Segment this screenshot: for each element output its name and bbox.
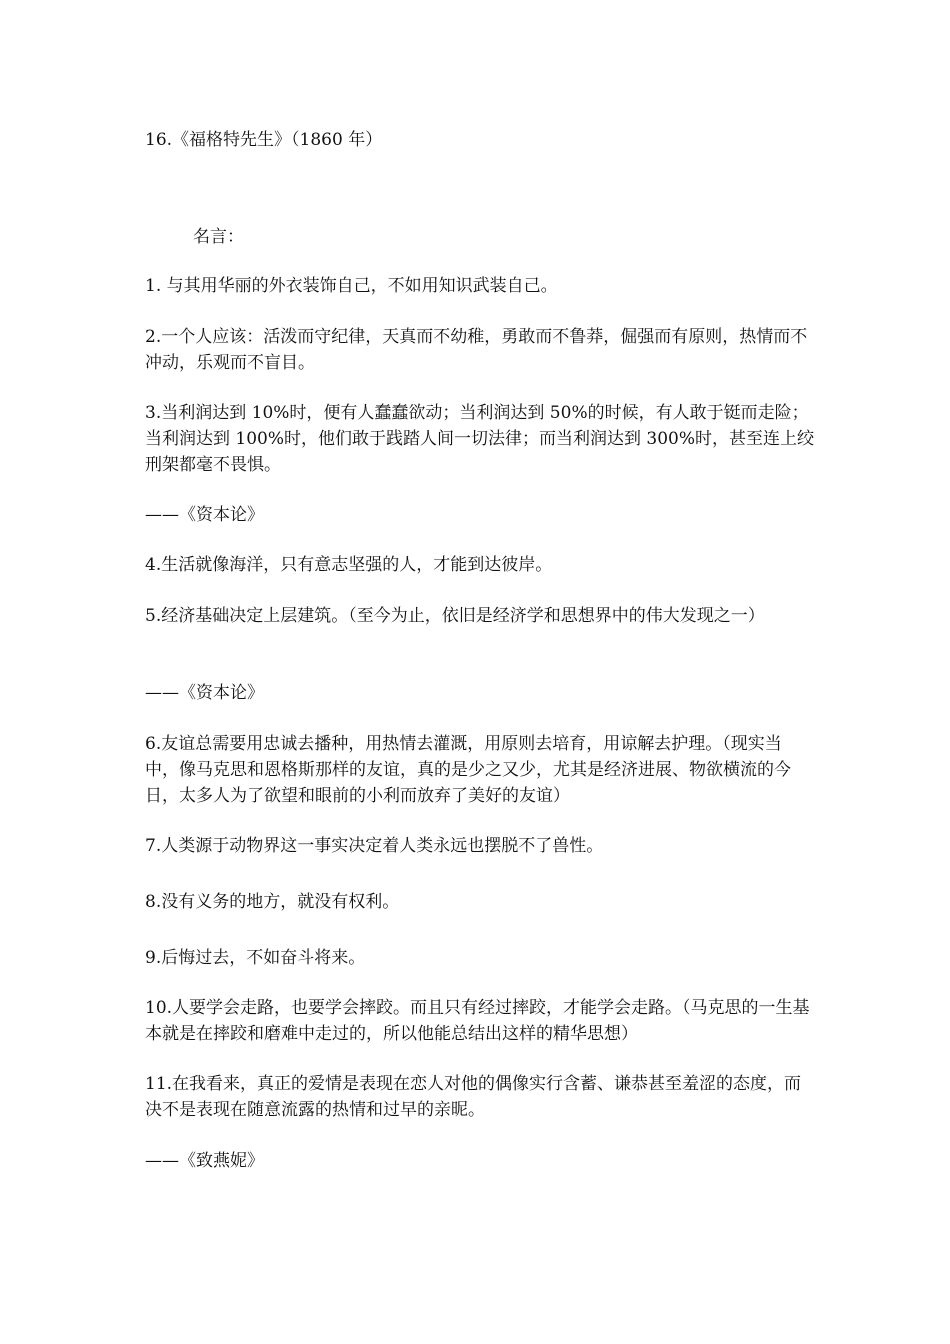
- quote-3: 3.当利润达到 10%时，便有人蠢蠢欲动；当利润达到 50%的时候，有人敢于铤而走险；当利润达到 100%时，他们敢于践踏人间一切法律；而当利润达到 300%时，甚至连上绞刑架都毫不畏惧。: [145, 403, 815, 475]
- quote-source-3: ——《致燕妮》: [145, 1151, 264, 1171]
- quote-1: 1. 与其用华丽的外衣装饰自己，不如用知识武装自己。: [145, 276, 558, 296]
- quote-6: 6.友谊总需要用忠诚去播种，用热情去灌溉，用原则去培育，用谅解去护理。（现实当中，像马克思和恩格斯那样的友谊，真的是少之又少，尤其是经济进展、物欲横流的今日，太多人为了欲望和眼前的小利而放弃了美好的友谊）: [145, 734, 791, 806]
- quote-source-1: ——《资本论》: [145, 505, 264, 525]
- quote-5: 5.经济基础决定上层建筑。（至今为止，依旧是经济学和思想界中的伟大发现之一）: [145, 606, 765, 626]
- quote-2: 2.一个人应该：活泼而守纪律，天真而不幼稚，勇敢而不鲁莽，倔强而有原则，热情而不冲动，乐观而不盲目。: [145, 327, 808, 373]
- quote-9: 9.后悔过去，不如奋斗将来。: [145, 948, 366, 968]
- quote-8: 8.没有义务的地方，就没有权利。: [145, 892, 400, 912]
- quote-10: 10.人要学会走路，也要学会摔跤。而且只有经过摔跤，才能学会走路。（马克思的一生基本就是在摔跤和磨难中走过的，所以他能总结出这样的精华思想）: [145, 998, 810, 1044]
- quote-4: 4.生活就像海洋，只有意志坚强的人，才能到达彼岸。: [145, 555, 553, 575]
- quote-11: 11.在我看来，真正的爱情是表现在恋人对他的偶像实行含蓄、谦恭甚至羞涩的态度，而决不是表现在随意流露的热情和过早的亲昵。: [145, 1074, 802, 1120]
- section-heading: 16.《福格特先生》（1860 年）: [145, 130, 383, 150]
- quotes-label: 名言：: [193, 227, 244, 247]
- quote-7: 7.人类源于动物界这一事实决定着人类永远也摆脱不了兽性。: [145, 836, 604, 856]
- quote-source-2: ——《资本论》: [145, 683, 264, 703]
